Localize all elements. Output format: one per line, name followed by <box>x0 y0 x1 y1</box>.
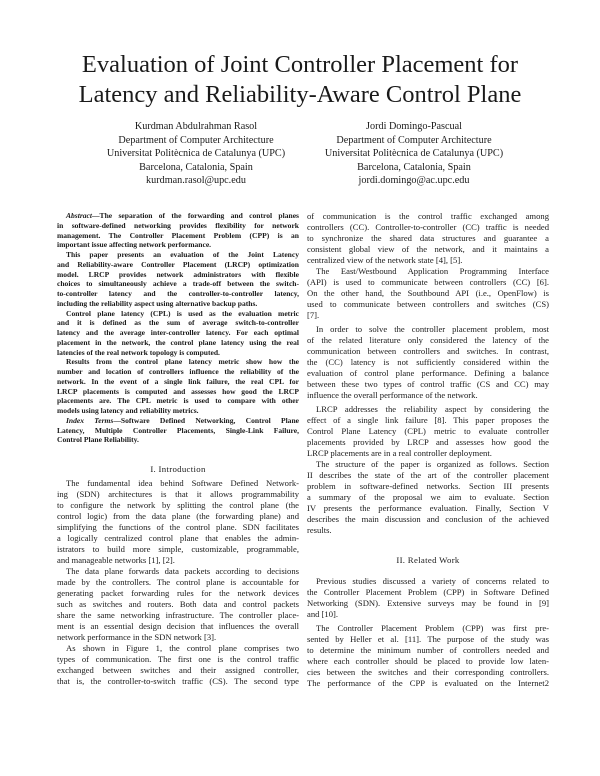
index-terms-line: Latency, Multiple Controller Placements, Single-Link Failure, <box>57 425 299 435</box>
index-terms-label: Index Terms <box>66 415 114 425</box>
paper-title <box>40 50 560 110</box>
text-line: a summary of the proposal we aim to evaluate. Section <box>307 492 549 502</box>
intro-paragraph-2 <box>57 566 299 643</box>
text-line: evaluation of control plane performance. Defining a balance <box>307 368 549 378</box>
text-line: share the same networking infrastructure. The controller place- <box>57 610 299 620</box>
abstract-line: latencies of the real network topology is computed. <box>57 347 220 357</box>
abstract-line: placement in the network, the control plane latency using the real <box>57 337 299 347</box>
text-line: problem in software-defined networks. Section III presents <box>307 481 549 491</box>
text-line: of communication is the control traffic exchanged among <box>307 211 549 221</box>
text-line: LRCP addresses the reliability aspect by considering the <box>316 404 549 414</box>
author-block-1 <box>86 120 306 188</box>
text-line: IV presents the performance evaluation. Finally, Section V <box>307 503 549 513</box>
intro-paragraph-3 <box>57 643 299 687</box>
author-email: jordi.domingo@ac.upc.edu <box>358 175 470 187</box>
abstract-line: and Reliability-aware Controller Placement (LRCP) optimization <box>57 259 299 269</box>
abstract-line: models using latency and reliability metrics. <box>57 406 199 415</box>
text-line: where each controller should be placed to provide low laten- <box>307 656 549 666</box>
intro-paragraph-continued <box>307 211 549 266</box>
abstract-line: in software-defined networking provides flexibility for network <box>57 220 299 230</box>
index-terms-line: Control Plane Reliability. <box>57 435 139 445</box>
author-dept: Department of Computer Architecture <box>336 134 492 146</box>
text-line: The data plane forwards data packets according to decisions <box>66 566 299 576</box>
text-line: describes the main discussion and conclusion of the achieved <box>307 514 549 524</box>
text-line: [7]. <box>307 310 320 320</box>
left-column <box>57 211 299 687</box>
text-line: On the other hand, the Southbound API (i.e., OpenFlow) is <box>307 288 549 298</box>
text-line: Control Plane Latency (CPL) metric to evaluate controller <box>307 426 549 436</box>
text-line: that is, the controller-to-switch traffic (CS). The second type <box>57 676 299 686</box>
text-line: influence the overall performance of the network. <box>307 390 478 400</box>
text-line: made by the controllers. The control plane is accountable for <box>57 577 299 587</box>
abstract <box>57 211 299 445</box>
text-line: ment is an essential design decision that influences the overall <box>57 621 299 631</box>
title-line-2: Latency and Reliability-Aware Control Plane <box>78 81 522 108</box>
abstract-line: model. LRCP provides network administrators with flexible <box>57 269 299 279</box>
author-name: Kurdman Abdulrahman Rasol <box>134 121 258 132</box>
text-line: Previous studies discussed a variety of concerns related to <box>316 576 549 586</box>
text-line: the Controller Placement Problem (CPP) in Software Defined <box>307 587 549 597</box>
abstract-line: latency and the average inter-controller latency. For each optimal <box>57 328 299 337</box>
abstract-line: network. In the event of a single link failure, the real CPL for <box>57 376 299 386</box>
intro-paragraph-6 <box>307 404 549 459</box>
author-univ: Universitat Politècnica de Catalunya (UPC) <box>106 148 286 160</box>
abstract-line: Results from the control plane latency metric show how the <box>66 357 299 367</box>
text-line: results. <box>307 525 332 535</box>
abstract-line: placements are. The CPL metric is used to compare with other <box>57 396 299 406</box>
intro-paragraph-7 <box>307 459 549 536</box>
abstract-line: choices to simultaneously achieve a trade-off between the switch- <box>57 279 299 289</box>
abstract-line: LRCP placements is computed and assesses how good the LRCP <box>57 386 299 396</box>
author-dept: Department of Computer Architecture <box>118 134 274 146</box>
text-line: The performance of the CPP is evaluated on the Internet2 <box>307 678 549 688</box>
text-line: As shown in Figure 1, the control plane comprises two <box>66 643 299 653</box>
text-line: (API) is used to communicate between controllers (CC) [6]. <box>307 277 549 287</box>
author-block-2 <box>304 120 524 188</box>
abstract-line: including the reliability aspect using alternative backup paths. <box>57 298 258 308</box>
author-email: kurdman.rasol@upc.edu <box>146 175 246 187</box>
intro-paragraph-4 <box>307 266 549 321</box>
index-terms-line: Index Terms—Software Defined Networking, Control Plane <box>66 415 299 425</box>
text-line: the (CC) latency is not sufficiently considered within the <box>307 357 549 367</box>
author-city: Barcelona, Catalonia, Spain <box>357 161 471 173</box>
related-paragraph-2 <box>307 623 549 689</box>
text-line: and [10]. <box>307 609 339 619</box>
intro-paragraph-1 <box>57 478 299 566</box>
abstract-line: important issue affecting network performance. <box>57 240 212 250</box>
intro-paragraph-5 <box>307 324 549 401</box>
text-line: In order to solve the controller placement problem, most <box>316 324 549 334</box>
right-column <box>307 211 549 689</box>
section-heading-related-work: II. Related Work <box>396 555 460 565</box>
text-line: used to communicate between controllers and switches (CS) <box>307 299 549 309</box>
text-line: controllers (CC). Controller-to-controller (CC) traffic is needed <box>307 222 549 232</box>
text-line: placements provided by LRCP and assesses how good the <box>307 437 549 447</box>
text-line: II describes the state of the art of the controller placement <box>307 470 549 480</box>
abstract-line: number and location of controllers influence the reliability of the <box>57 367 299 376</box>
text-line: to determine the minimum number of controllers needed and <box>307 645 549 655</box>
author-city: Barcelona, Catalonia, Spain <box>139 161 253 173</box>
text-line: such as switches and routers. Both data and control packets <box>57 599 299 609</box>
text-line: a logically centralized control plane that enables the admin- <box>57 533 299 543</box>
abstract-line: This paper presents an evaluation of the Joint Latency <box>66 250 299 259</box>
text-line: istrators to build more simple, customizable, programmable, <box>57 544 299 554</box>
author-univ: Universitat Politècnica de Catalunya (UPC) <box>324 148 504 160</box>
text-line: effect of a single link failure [8]. This paper proposes the <box>307 415 549 425</box>
text-line: generating packet forwarding rules for the network devices <box>57 588 299 598</box>
text-line: network performance in the SDN network [3]. <box>57 632 217 642</box>
text-line: ing (SDN) architectures is that it allows programmability <box>57 489 299 499</box>
text-line: to synchronize the shared data structures and guarantee a <box>307 233 549 243</box>
abstract-line: Abstract—The separation of the forwarding and control planes <box>66 211 299 220</box>
text-line: and manageable networks [1], [2]. <box>57 555 175 565</box>
text-line: communication between controllers and switches. In contrast, <box>307 346 549 356</box>
section-heading-introduction: I. Introduction <box>150 464 206 474</box>
title-line-1: Evaluation of Joint Controller Placement for <box>81 51 519 78</box>
text-line: Networking (SDN). Extensive surveys may be found in [9] <box>307 598 549 608</box>
text-line: consistent global view of the network, and it maintains a <box>307 244 549 254</box>
text-line: types of communication. The first one is the control traffic <box>57 654 299 664</box>
text-line: control logic) from the data plane (the forwarding plane) and <box>57 511 299 521</box>
text-line: exchanged between switches and their assigned controller, <box>57 665 299 675</box>
text-line: centralized view of the network state [4], [5]. <box>307 255 463 265</box>
text-line: The Controller Placement Problem (CPP) was first pre- <box>316 623 549 633</box>
text-line: The fundamental idea behind Software Defined Network- <box>66 478 299 488</box>
text-line: to configure the network by splitting the control plane (the <box>57 500 299 510</box>
text-line: LRCP placements are in a real controller deployment. <box>307 448 492 458</box>
abstract-line: to-controller latency and the controller-to-controller latency, <box>57 289 299 298</box>
text-line: simplifying the functions of the control plane. SDN facilitates <box>57 522 299 532</box>
text-line: The structure of the paper is organized as follows. Section <box>316 459 549 469</box>
abstract-line: Control plane latency (CPL) is used as the evaluation metric <box>66 308 299 318</box>
text-line: The East/Westbound Application Programming Interface <box>316 266 549 276</box>
text-line: cies between the switches and their corresponding controllers. <box>307 667 549 677</box>
related-paragraph-1 <box>307 576 549 620</box>
abstract-line: management. The Controller Placement Problem (CPP) is an <box>57 230 299 240</box>
author-name: Jordi Domingo-Pascual <box>366 121 462 132</box>
abstract-line: and it is defined as the sum of average switch-to-controller <box>57 318 299 328</box>
text-line: between these two types of control traffic (CS and CC) may <box>307 379 549 389</box>
abstract-label: Abstract <box>66 211 92 220</box>
text-line: sented by Heller et al. [11]. The purpose of the study was <box>307 634 549 644</box>
text-line: of the related literature only considered the latency of the <box>307 335 549 345</box>
